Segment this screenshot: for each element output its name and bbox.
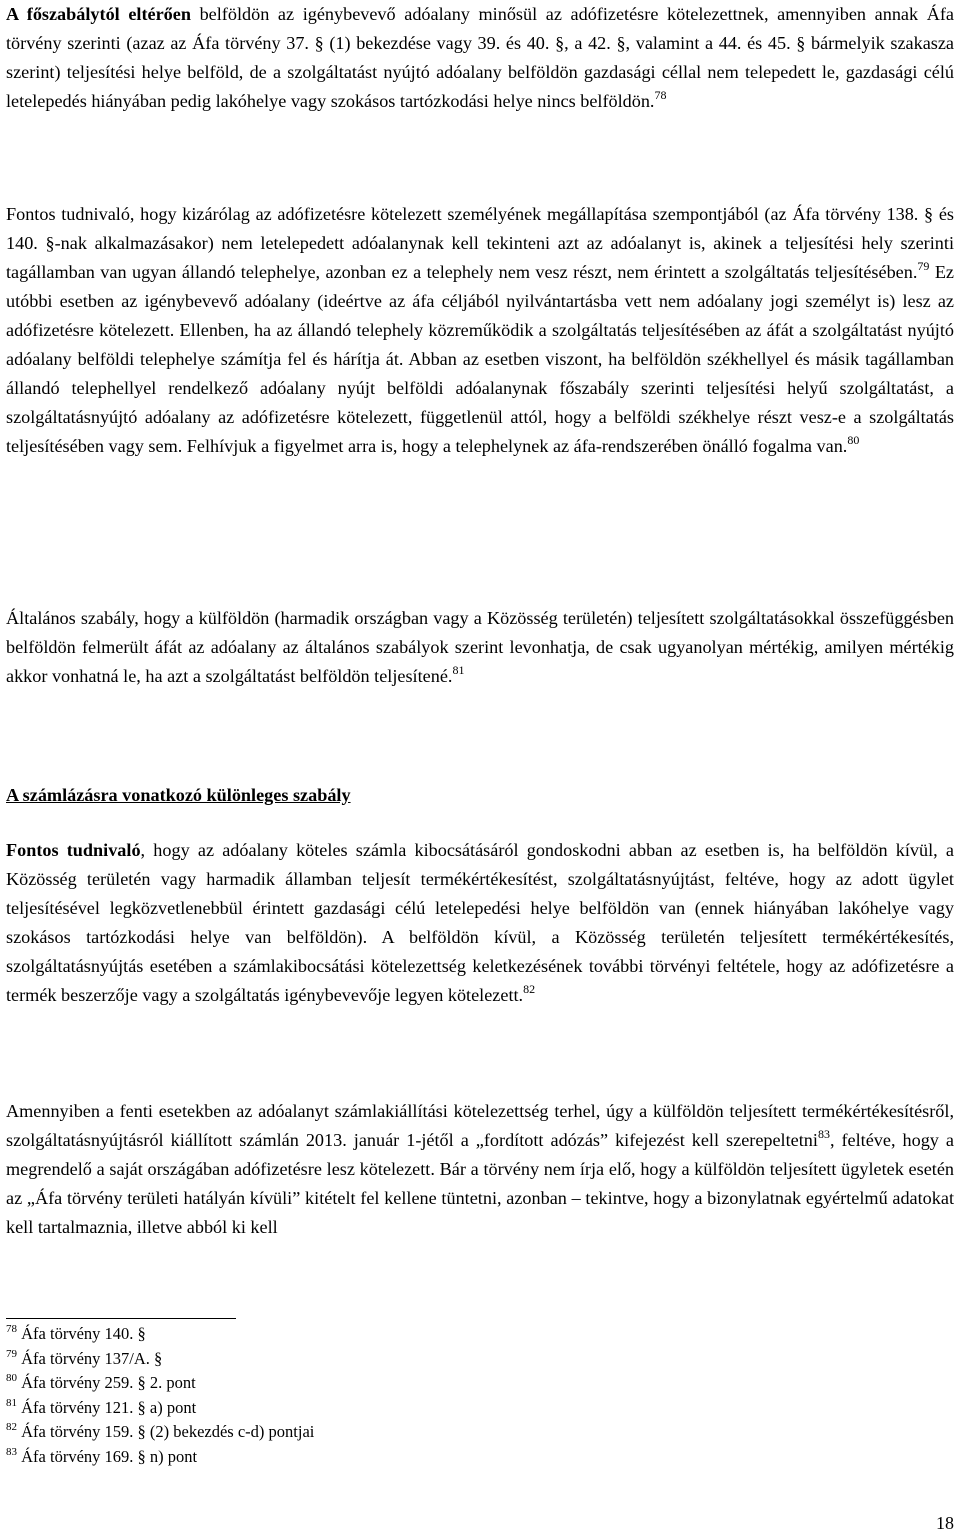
page-number: 18	[936, 1513, 954, 1533]
footnote-ref-79[interactable]: 79	[917, 259, 930, 273]
paragraph-2-text-2: Ez utóbbi esetben az igénybevevő adóalany (ideértve az áfa céljából nyilvántartásba vett nem adóalany jogi személyt is) lesz az adófizetésre kötelezett. Ellenben, ha az állandó telephely közreműködik a szolgáltatás teljesítésében az áfát a szolgáltatást nyújtó adóalany belföldi telephelye számítja fel és hárítja át. Abban az esetben viszont, ha belföldön székhellyel és másik tagállamban állandó telephellyel rendelkező adóalany nyújt belföldi adóalanynak főszabály szerinti teljesítési helyű szolgáltatást, a szolgáltatásnyújtó adóalany az adófizetésre kötelezett, függetlenül attól, hogy a belföldi székhelye részt vesz-e a szolgáltatás teljesítésében vagy sem. Felhívjuk a figyelmet arra is, hogy a telephelynek az áfa-rendszerében önálló fogalma van.	[6, 262, 954, 456]
footnote-item	[6, 1371, 314, 1396]
footnote-ref-81[interactable]: 81	[452, 663, 465, 677]
footnote-number: 83	[6, 1445, 17, 1458]
footnote-text: Áfa törvény 159. § (2) bekezdés c-d) pontjai	[21, 1422, 315, 1441]
paragraph-5-text-1: Amennyiben a fenti esetekben az adóalanyt számlakiállítási kötelezettség terhel, úgy a külföldön teljesített termékértékesítésről, szolgáltatásnyújtásról kiállított számlán 2013. január 1-jétől a „fordított adózás” kifejezést kell szerepeltetni	[6, 1101, 954, 1150]
paragraph-5-text-2: , feltéve, hogy a megrendelő a saját országában adófizetésre lesz kötelezett. Bár a törvény nem írja elő, hogy a külföldön teljesített ügyletek esetén az „Áfa törvény területi hatályán kívüli” kitételt fel kellene tüntetni, azonban – tekintve, hogy a bizonylatnak egyértelmű adatokat kell tartalmaznia, illetve abból ki kell	[6, 1130, 954, 1237]
paragraph-5	[6, 1097, 954, 1242]
footnote-item	[6, 1322, 314, 1347]
footnote-number: 78	[6, 1323, 17, 1335]
footnote-item	[6, 1347, 314, 1372]
paragraph-3-text: Általános szabály, hogy a külföldön (harmadik országban vagy a Közösség területén) teljesített szolgáltatásokkal összefüggésben belföldön felmerült áfát az adóalany az általános szabályok szerint levonhatja, de csak ugyanolyan mértékig, amilyen mértékig akkor vonhatná le, ha azt a szolgáltatást belföldön teljesítené.	[6, 608, 954, 686]
footnote-ref-83[interactable]: 83	[817, 1127, 830, 1141]
footnote-ref-80[interactable]: 80	[847, 433, 860, 447]
paragraph-1-text: belföldön az igénybevevő adóalany minősül az adófizetésre kötelezettnek, amennyiben annak Áfa törvény szerinti (azaz az Áfa törvény 37. § (1) bekezdése vagy 39. és 40. §, a 42. §, valamint a 44. és 45. § bármelyik szakasza szerint) teljesítési helye belföld, de a szolgáltatást nyújtó adóalany belföldön gazdasági céllal nem telepedett le, gazdasági célú letelepedés hiányában pedig lakóhelye vagy szokásos tartózkodási helye nincs belföldön.	[6, 4, 954, 111]
footnotes	[6, 1322, 314, 1469]
footnote-ref-82[interactable]: 82	[523, 982, 536, 996]
footnote-text: Áfa törvény 121. § a) pont	[21, 1397, 197, 1417]
footnote-number: 82	[6, 1421, 17, 1433]
paragraph-4	[6, 836, 954, 1010]
footnote-text: Áfa törvény 137/A. §	[21, 1348, 163, 1368]
footnote-text: Áfa törvény 259. § 2. pont	[21, 1373, 196, 1392]
section-heading: A számlázásra vonatkozó különleges szabály	[6, 785, 351, 805]
footnote-item	[6, 1396, 314, 1421]
footnote-number: 80	[6, 1372, 17, 1384]
paragraph-1	[6, 0, 954, 116]
footnote-number: 79	[6, 1347, 17, 1360]
footnote-number: 81	[6, 1396, 17, 1409]
footnote-item	[6, 1445, 314, 1470]
footnote-divider	[6, 1318, 236, 1319]
paragraph-4-text: , hogy az adóalany köteles számla kibocsátásáról gondoskodni abban az esetben is, ha belföldön kívül, a Közösség területén vagy harmadik államban teljesít termékértékesítést, szolgáltatásnyújtást, feltéve, hogy az adott ügylet teljesítésével legközvetlenebbül érintett gazdasági célú letelepedési helye belföldön van (ennek hiányában lakóhelye vagy szokásos tartózkodási helye van belföldön). A belföldön kívül, a Közösség területén teljesített termékértékesítés, szolgáltatásnyújtás esetében a számlakibocsátási kötelezettség keletkezésének további törvényi feltétele, hogy az adófizetésre a termék beszerzője vagy a szolgáltatás igénybevevője legyen kötelezett.	[6, 840, 954, 1005]
footnote-item	[6, 1420, 314, 1445]
footnote-text: Áfa törvény 140. §	[21, 1324, 146, 1343]
paragraph-1-lead: A főszabálytól eltérően	[6, 4, 191, 24]
paragraph-3	[6, 604, 954, 691]
footnote-text: Áfa törvény 169. § n) pont	[21, 1446, 198, 1466]
paragraph-4-lead: Fontos tudnivaló	[6, 840, 141, 860]
footnote-ref-78[interactable]: 78	[654, 88, 667, 102]
paragraph-2	[6, 200, 954, 461]
paragraph-2-text-1: Fontos tudnivaló, hogy kizárólag az adófizetésre kötelezett személyének megállapítása szempontjából (az Áfa törvény 138. § és 140. §-nak alkalmazásakor) nem letelepedett adóalanynak kell tekinteni azt az adóalanyt is, akinek a teljesítési hely szerinti tagállamban van ugyan állandó telephelye, azonban ez a telephely nem vesz részt, nem érintett a szolgáltatás teljesítésében.	[6, 204, 954, 282]
